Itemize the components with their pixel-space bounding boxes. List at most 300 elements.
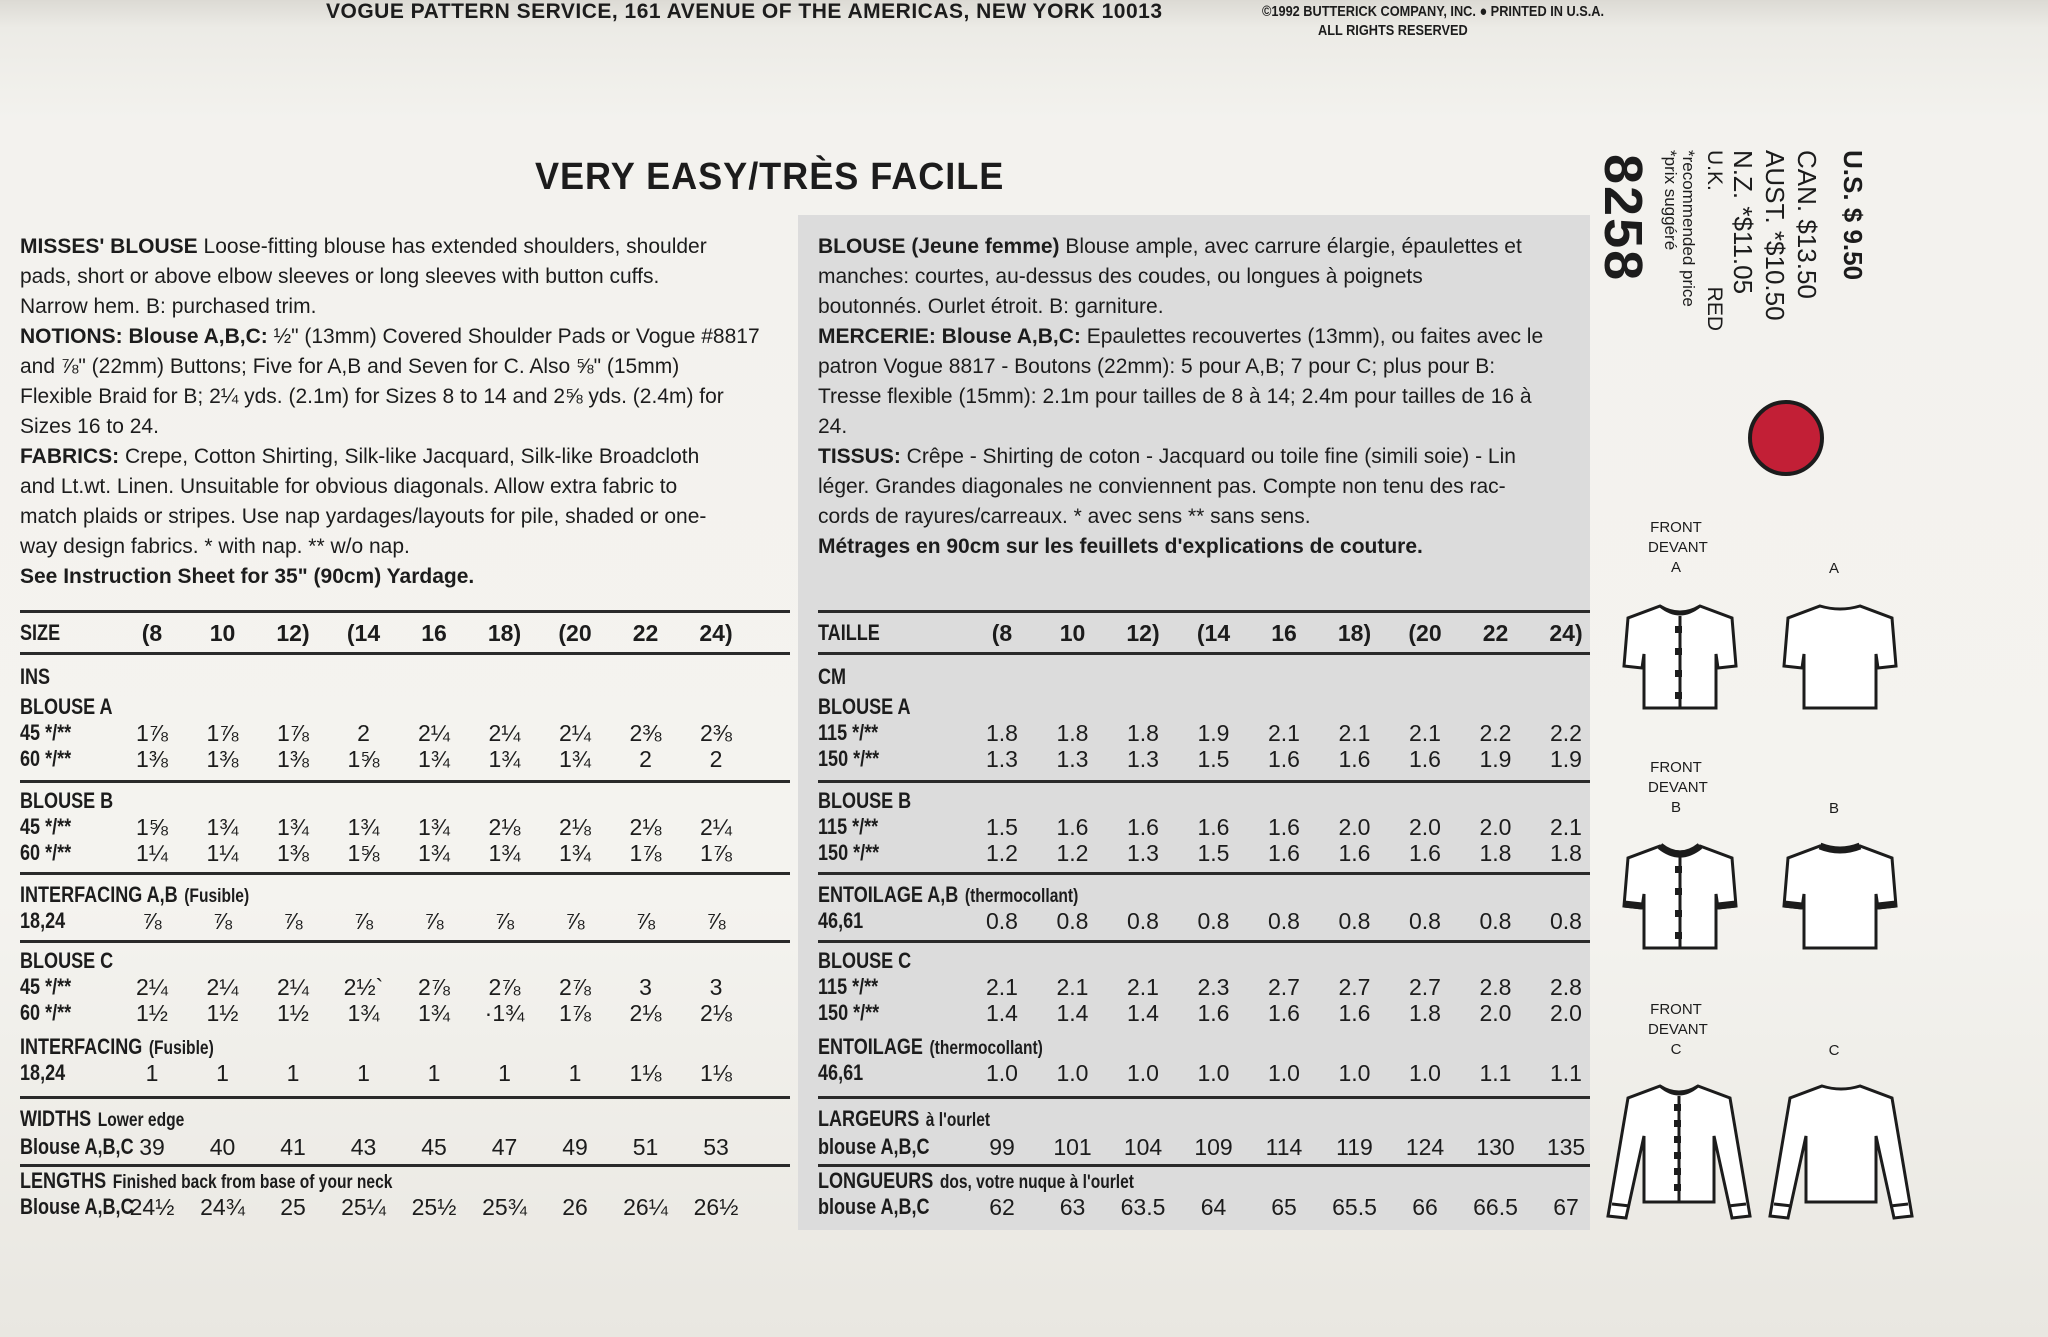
table-cell: 1.2 [1056, 840, 1089, 866]
row-label: 45 */** [20, 814, 72, 839]
row-label: BLOUSE C [20, 948, 114, 973]
table-cell: 1.0 [1197, 1060, 1230, 1086]
table-cell: ⅞ [565, 908, 585, 934]
front-label: FRONT [1650, 759, 1702, 776]
table-cell: 1.3 [1127, 840, 1159, 866]
row-label-text: LONGUEURS [818, 1168, 934, 1193]
table-rule [818, 872, 1590, 875]
table-cell: 0.8 [1409, 908, 1441, 934]
description-line [818, 352, 1580, 382]
sketch-view-b-front [1620, 836, 1740, 956]
publisher-address: VOGUE PATTERN SERVICE, 161 AVENUE OF THE AMERICAS, NEW YORK 10013 [326, 0, 1163, 23]
table-cell: 40 [209, 1134, 236, 1160]
row-sublabel: à l'ourlet [925, 1110, 991, 1131]
size-header: 18) [487, 620, 522, 646]
table-cell: 1⅛ [700, 1060, 732, 1086]
table-cell: 2.7 [1338, 974, 1371, 1000]
table-cell: 1⅝ [347, 840, 380, 866]
price-us: U.S. $ 9.50 [1838, 150, 1868, 281]
description-line-inner [20, 352, 679, 382]
table-cell: 1⅞ [700, 840, 732, 866]
description-line-inner [818, 352, 1495, 382]
table-cell: 2.0 [1479, 814, 1512, 840]
row-label-text: LENGTHS [20, 1168, 107, 1193]
table-cell: 1.6 [1197, 1000, 1230, 1026]
table-rule [818, 652, 1590, 655]
table-cell: 1.6 [1338, 746, 1371, 772]
table-rule [20, 610, 790, 613]
table-cell: 2⅛ [629, 814, 662, 840]
table-cell: 1.5 [1197, 746, 1230, 772]
table-cell: 45 [421, 1134, 447, 1160]
table-rule [20, 940, 790, 943]
size-header: 22 [1482, 620, 1509, 646]
table-cell: 1.0 [1127, 1060, 1159, 1086]
table-cell: 1⅜ [277, 840, 309, 866]
table-cell: 1 [498, 1060, 511, 1086]
table-cell: 2.3 [1197, 974, 1230, 1000]
description-line-inner [818, 532, 1423, 562]
table-cell: ·1¾ [484, 1000, 525, 1026]
table-cell: 114 [1265, 1134, 1303, 1160]
red-dot [1748, 400, 1824, 476]
table-cell: 26½ [693, 1194, 739, 1220]
table-cell: 2.1 [1550, 814, 1582, 840]
description-text: and Lt.wt. Linen. Unsuitable for obvious diagonals. Allow extra fabric to [20, 475, 678, 498]
table-cell: 1.6 [1127, 814, 1159, 840]
table-cell: 1¾ [488, 746, 521, 772]
description-line [818, 412, 1580, 442]
sketch-view-c-back [1766, 1076, 1916, 1236]
description-text: way design fabrics. * with nap. ** w/o nap. [20, 535, 410, 558]
table-cell: 1.2 [986, 840, 1018, 866]
row-label: BLOUSE B [20, 788, 114, 813]
price-nz: N.Z. *$11.05 [1728, 150, 1758, 295]
row-label: BLOUSE A [818, 694, 911, 719]
table-cell: 2⅛ [488, 814, 521, 840]
description-bold: FABRICS: [20, 445, 120, 468]
row-label [818, 1168, 1134, 1194]
table-cell: 1⅜ [136, 746, 168, 772]
sketch-view-a-back [1780, 596, 1900, 716]
size-header: (20 [558, 620, 592, 646]
table-cell: 1⅞ [559, 1000, 591, 1026]
description-line [818, 472, 1580, 502]
price-note-recommended: *recommended price [1679, 150, 1698, 307]
table-cell: 62 [989, 1194, 1015, 1220]
row-sublabel: (Fusible) [184, 886, 250, 907]
table-cell: 1.8 [1550, 840, 1582, 866]
table-cell: 25½ [411, 1194, 457, 1220]
table-cell: 1.0 [1409, 1060, 1441, 1086]
table-cell: 2.1 [1056, 974, 1089, 1000]
table-cell: 63.5 [1120, 1194, 1166, 1220]
table-cell: 3 [639, 974, 652, 1000]
row-label: 60 */** [20, 746, 72, 771]
description-bold: MISSES' BLOUSE [20, 235, 198, 258]
row-label: 115 */** [818, 720, 879, 745]
description-text: léger. Grandes diagonales ne conviennent pas. Compte non tenu des rac- [818, 475, 1506, 498]
row-label [818, 882, 1078, 908]
table-cell: 1¾ [418, 840, 450, 866]
description-line-inner [20, 442, 699, 472]
row-label: blouse A,B,C [818, 1134, 930, 1159]
description-line-inner [818, 322, 1543, 352]
copyright-line: ©1992 BUTTERICK COMPANY, INC. ● PRINTED IN U.S.A. [1262, 3, 1605, 20]
devant-label: DEVANT [1648, 539, 1708, 556]
description-text: pads, short or above elbow sleeves or long sleeves with button cuffs. [20, 265, 660, 288]
table-cell: 1 [357, 1060, 370, 1086]
description-line [20, 502, 780, 532]
table-cell: 2.0 [1409, 814, 1441, 840]
description-text: Epaulettes recouvertes (13mm), ou faites avec le [1080, 325, 1544, 348]
row-label [20, 882, 249, 908]
table-cell: 104 [1123, 1134, 1163, 1160]
table-cell: 1.3 [986, 746, 1018, 772]
table-cell: 1.6 [1197, 814, 1230, 840]
table-cell: 1⅞ [629, 840, 662, 866]
table-cell: 2⅛ [700, 1000, 732, 1026]
description-line [20, 292, 780, 322]
description-line [20, 472, 780, 502]
description-line [818, 262, 1580, 292]
table-cell: 1 [145, 1060, 159, 1086]
table-cell: 2.7 [1268, 974, 1300, 1000]
table-rule [818, 780, 1590, 783]
description-line-inner [20, 502, 706, 532]
table-cell: 1.3 [1056, 746, 1089, 772]
table-cell: ⅞ [706, 908, 726, 934]
row-label: 115 */** [818, 814, 879, 839]
table-cell: 47 [491, 1134, 518, 1160]
description-text: Blouse ample, avec carrure élargie, épaulettes et [1059, 235, 1522, 258]
table-cell: 2⅜ [700, 720, 732, 746]
table-cell: ⅞ [142, 908, 162, 934]
table-cell: 1.5 [1197, 840, 1230, 866]
table-cell: 2.1 [1127, 974, 1159, 1000]
price-note-suggested: *prix suggéré [1661, 150, 1680, 251]
size-header: 22 [632, 620, 659, 646]
row-label: SIZE [20, 620, 61, 645]
table-cell: 1⅜ [277, 746, 309, 772]
sketch-view-c-front [1604, 1076, 1754, 1236]
table-cell: 26¼ [623, 1194, 668, 1220]
table-cell: 1 [286, 1060, 300, 1086]
table-rule [818, 1164, 1590, 1167]
table-cell: 1¾ [277, 814, 309, 840]
description-text: Loose-fitting blouse has extended shoulders, shoulder [197, 235, 707, 258]
back-letter-a: A [1828, 560, 1839, 577]
table-cell: 1⅝ [347, 746, 380, 772]
table-cell: 0.8 [986, 908, 1018, 934]
table-cell: 53 [703, 1134, 729, 1160]
front-label-c [1648, 1000, 1708, 1060]
table-cell: ⅞ [212, 908, 233, 934]
devant-label: DEVANT [1648, 1021, 1708, 1038]
table-cell: 0.8 [1056, 908, 1089, 934]
description-line-inner [818, 232, 1522, 262]
table-cell: 1⅞ [136, 720, 168, 746]
table-cell: 2¼ [136, 974, 168, 1000]
table-cell: 1.6 [1056, 814, 1089, 840]
description-bold: Métrages en 90cm sur les feuillets d'explications de couture. [818, 535, 1423, 558]
table-cell: 1.3 [1127, 746, 1159, 772]
row-label-text: LARGEURS [818, 1106, 920, 1131]
description-line [818, 532, 1580, 562]
table-cell: 1 [216, 1060, 229, 1086]
table-cell: 1¾ [559, 840, 591, 866]
front-label-a [1648, 518, 1708, 578]
table-cell: 1¾ [347, 814, 380, 840]
table-cell: 119 [1336, 1134, 1373, 1160]
table-cell: 1¾ [488, 840, 521, 866]
description-line [818, 232, 1580, 262]
size-header: (20 [1408, 620, 1442, 646]
description-line-inner [20, 562, 474, 592]
description-line-inner [818, 262, 1423, 292]
table-cell: 1.6 [1268, 1000, 1300, 1026]
table-cell: 2.2 [1550, 720, 1582, 746]
table-cell: 2⅞ [488, 974, 521, 1000]
table-cell: 0.8 [1197, 908, 1230, 934]
table-cell: 24½ [129, 1194, 175, 1220]
row-label: BLOUSE A [20, 694, 113, 719]
description-text: Tresse flexible (15mm): 2.1m pour tailles de 8 à 14; 2.4m pour tailles de 16 à [818, 385, 1532, 408]
table-cell: 2.0 [1338, 814, 1371, 840]
description-line-inner [818, 412, 847, 442]
table-cell: 1.6 [1409, 746, 1441, 772]
table-cell: 1.9 [1550, 746, 1582, 772]
row-sublabel: (Fusible) [148, 1038, 214, 1059]
description-line [20, 412, 780, 442]
row-label: Blouse A,B,C [20, 1194, 134, 1219]
table-cell: 24¾ [200, 1194, 245, 1220]
size-header: 12) [1126, 620, 1160, 646]
description-text: patron Vogue 8817 - Boutons (22mm): 5 pour A,B; 7 pour C; plus pour B: [818, 355, 1496, 378]
row-label: Blouse A,B,C [20, 1134, 134, 1159]
table-cell: 1.6 [1338, 1000, 1371, 1026]
price-uk: U.K. RED [1703, 150, 1726, 332]
table-cell: 2.2 [1479, 720, 1512, 746]
table-cell: 1 [427, 1060, 441, 1086]
size-header: 10 [209, 620, 236, 646]
description-line-inner [20, 412, 159, 442]
row-label: 46,61 [818, 908, 864, 933]
pattern-number: 8258 [1593, 154, 1653, 283]
description-text: Narrow hem. B: purchased trim. [20, 295, 317, 318]
table-cell: 1.8 [986, 720, 1018, 746]
table-cell: 1.4 [986, 1000, 1018, 1026]
table-cell: 1.6 [1268, 746, 1300, 772]
table-cell: 1.8 [1479, 840, 1512, 866]
table-cell: 1.0 [986, 1060, 1018, 1086]
table-cell: 2 [639, 746, 652, 772]
description-line [20, 562, 780, 592]
description-text: Flexible Braid for B; 2¼ yds. (2.1m) for Sizes 8 to 14 and 2⅝ yds. (2.4m) for [20, 385, 724, 408]
size-header: 10 [1059, 620, 1086, 646]
table-cell: 101 [1053, 1134, 1092, 1160]
row-label: 60 */** [20, 840, 72, 865]
table-cell: 1¾ [559, 746, 591, 772]
table-cell: 43 [350, 1134, 377, 1160]
table-cell: 2¼ [700, 814, 732, 840]
table-cell: 63 [1059, 1194, 1086, 1220]
table-cell: 1¾ [347, 1000, 380, 1026]
table-cell: 2⅛ [559, 814, 591, 840]
row-label: blouse A,B,C [818, 1194, 930, 1219]
table-cell: 1¾ [418, 1000, 450, 1026]
table-cell: 1¼ [206, 840, 239, 866]
table-cell: 1.4 [1056, 1000, 1089, 1026]
table-cell: 25¾ [482, 1194, 527, 1220]
table-rule [818, 1096, 1590, 1099]
description-text: ½" (13mm) Covered Shoulder Pads or Vogue #8817 [267, 325, 760, 348]
table-cell: 135 [1546, 1134, 1586, 1160]
description-line-inner [20, 232, 707, 262]
row-label-text: INTERFACING [20, 1034, 143, 1059]
table-cell: 0.8 [1338, 908, 1371, 934]
view-letter: B [1670, 799, 1681, 816]
table-rule [818, 940, 1590, 943]
description-text: match plaids or stripes. Use nap yardages/layouts for pile, shaded or one- [20, 505, 707, 528]
table-cell: 2.0 [1479, 1000, 1512, 1026]
description-line-inner [20, 292, 316, 322]
table-cell: 0.8 [1479, 908, 1512, 934]
description-line [20, 232, 780, 262]
table-cell: 1 [568, 1060, 582, 1086]
view-letter: C [1670, 1041, 1682, 1058]
table-cell: 1¾ [418, 746, 450, 772]
size-header: (8 [141, 620, 163, 646]
description-text: and ⅞" (22mm) Buttons; Five for A,B and Seven for C. Also ⅝" (15mm) [20, 355, 680, 378]
row-label [20, 1168, 392, 1194]
description-line-inner [818, 442, 1516, 472]
devant-label: DEVANT [1648, 779, 1708, 796]
row-label: 60 */** [20, 1000, 72, 1025]
description-text: boutonnés. Ourlet étroit. B: garniture. [818, 295, 1164, 318]
description-bold: NOTIONS: Blouse A,B,C: [20, 325, 268, 348]
table-cell: 51 [632, 1134, 659, 1160]
table-cell: 39 [139, 1134, 165, 1160]
description-line [20, 532, 780, 562]
description-line [20, 322, 780, 352]
price-aust: AUST. *$10.50 [1760, 150, 1790, 321]
table-cell: 1½ [277, 1000, 309, 1026]
table-rule [20, 872, 790, 875]
table-cell: ⅞ [635, 908, 656, 934]
row-label: CM [818, 664, 847, 689]
description-line-inner [20, 472, 677, 502]
table-rule [818, 610, 1590, 613]
table-cell: 41 [280, 1134, 306, 1160]
table-cell: 1⅛ [629, 1060, 662, 1086]
row-label: INS [20, 664, 51, 689]
row-label: 45 */** [20, 974, 72, 999]
row-sublabel: Lower edge [97, 1110, 185, 1131]
description-text: Crepe, Cotton Shirting, Silk-like Jacquard, Silk-like Broadcloth [119, 445, 700, 468]
back-letter-c: C [1828, 1042, 1840, 1059]
back-letter-b: B [1828, 800, 1839, 817]
description-bold: See Instruction Sheet for 35" (90cm) Yardage. [20, 565, 475, 588]
row-label: 150 */** [818, 1000, 880, 1025]
table-cell: 2¼ [559, 720, 591, 746]
table-cell: 1.9 [1479, 746, 1512, 772]
table-cell: ⅞ [283, 908, 303, 934]
table-cell: 2¼ [277, 974, 309, 1000]
size-header: 24) [699, 620, 733, 646]
table-cell: 109 [1194, 1134, 1233, 1160]
size-header: (14 [1196, 620, 1231, 646]
description-line [20, 352, 780, 382]
table-cell: 2⅞ [418, 974, 450, 1000]
table-cell: 1.6 [1409, 840, 1441, 866]
table-cell: 1.0 [1338, 1060, 1371, 1086]
table-rule [20, 652, 790, 655]
table-cell: 0.8 [1268, 908, 1300, 934]
table-cell: ⅞ [353, 908, 374, 934]
description-line-inner [20, 262, 659, 292]
table-cell: 2⅛ [629, 1000, 662, 1026]
table-cell: 1.1 [1479, 1060, 1512, 1086]
sketch-view-a-front [1620, 596, 1740, 716]
description-line-inner [818, 472, 1506, 502]
table-cell: 1.6 [1268, 840, 1300, 866]
table-cell: 1¾ [206, 814, 239, 840]
row-label: 45 */** [20, 720, 72, 745]
table-cell: 2.1 [986, 974, 1018, 1000]
row-sublabel: dos, votre nuque à l'ourlet [939, 1172, 1134, 1193]
table-cell: 130 [1476, 1134, 1515, 1160]
table-cell: 1.8 [1127, 720, 1159, 746]
table-cell: 1⅜ [206, 746, 239, 772]
front-label: FRONT [1650, 519, 1702, 536]
description-line-inner [20, 382, 724, 412]
size-header: 24) [1549, 620, 1583, 646]
description-line [818, 292, 1580, 322]
table-cell: 26 [562, 1194, 588, 1220]
row-label [20, 1034, 214, 1060]
description-line [818, 382, 1580, 412]
description-line-inner [818, 292, 1164, 322]
table-cell: 124 [1405, 1134, 1445, 1160]
table-cell: 2⅜ [629, 720, 662, 746]
table-cell: 1.9 [1197, 720, 1230, 746]
row-label [818, 1034, 1043, 1060]
table-cell: ⅞ [494, 908, 515, 934]
description-text: Sizes 16 to 24. [20, 415, 159, 438]
table-cell: 2.8 [1479, 974, 1512, 1000]
table-cell: 1.8 [1409, 1000, 1441, 1026]
table-cell: 1½ [136, 1000, 168, 1026]
table-cell: 99 [989, 1134, 1015, 1160]
description-bold: BLOUSE (Jeune femme) [818, 235, 1060, 258]
row-sublabel: (thermocollant) [964, 886, 1079, 907]
table-cell: 2¼ [206, 974, 239, 1000]
table-cell: ⅞ [424, 908, 444, 934]
table-cell: 2¼ [488, 720, 521, 746]
description-text: 24. [818, 415, 848, 438]
size-header: 16 [1271, 620, 1297, 646]
row-label: BLOUSE C [818, 948, 912, 973]
price-can: CAN. $13.50 [1792, 150, 1822, 299]
table-cell: 2½` [343, 974, 384, 1000]
front-label: FRONT [1650, 1001, 1702, 1018]
table-cell: 1¼ [136, 840, 168, 866]
table-cell: 1.8 [1056, 720, 1089, 746]
description-line [20, 262, 780, 292]
table-cell: 1.6 [1268, 814, 1300, 840]
description-bold: TISSUS: [818, 445, 901, 468]
